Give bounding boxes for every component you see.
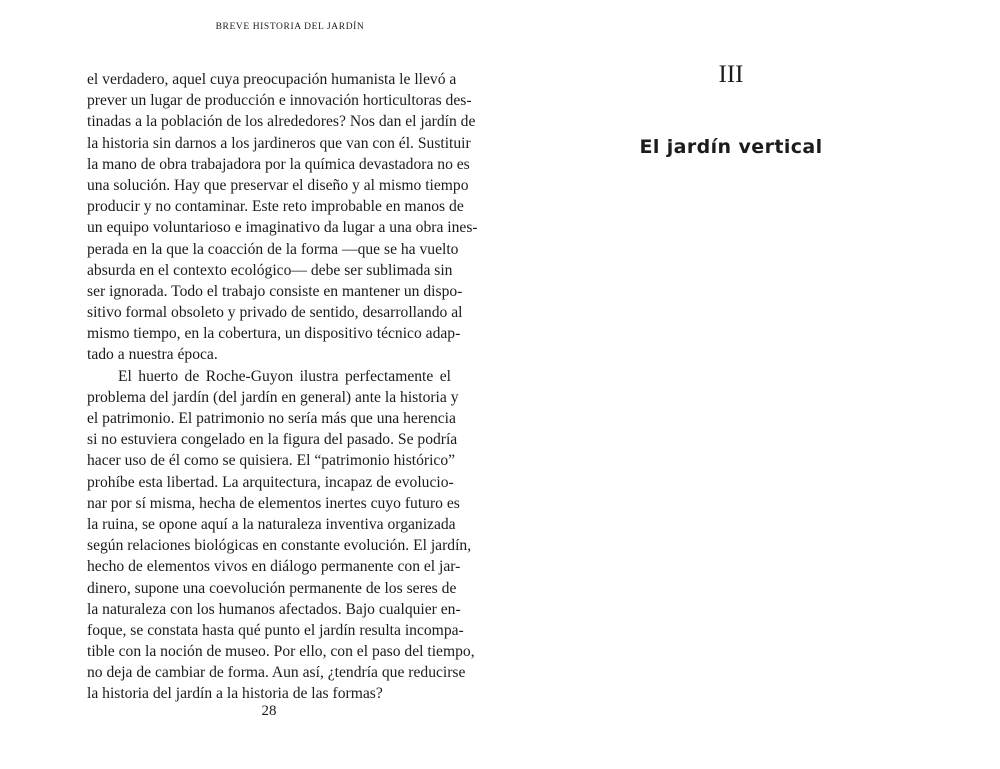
text-line: hacer uso de él como se quisiera. El “patrimonio histórico” — [87, 452, 456, 470]
text-line: problema del jardín (del jardín en general) ante la historia y — [87, 388, 459, 406]
text-line: prever un lugar de producción e innovación horticultoras des- — [87, 92, 472, 110]
text-line: mismo tiempo, en la cobertura, un dispositivo técnico adap- — [87, 325, 461, 343]
text-line: la ruina, se opone aquí a la naturaleza inventiva organizada — [87, 515, 456, 533]
text-line: tible con la noción de museo. Por ello, con el paso del tiempo, — [87, 643, 475, 661]
body-text — [87, 69, 478, 705]
text-line: tinadas a la población de los alrededores? Nos dan el jardín de — [87, 113, 476, 131]
page-number: 28 — [261, 703, 277, 719]
text-line: sitivo formal obsoleto y privado de sentido, desarrollando al — [87, 304, 463, 322]
chapter-number: III — [718, 61, 744, 88]
text-line: un equipo voluntarioso e imaginativo da lugar a una obra ines- — [87, 219, 478, 237]
text-line: según relaciones biológicas en constante evolución. El jardín, — [87, 537, 472, 555]
text-line: tado a nuestra época. — [87, 346, 218, 364]
text-line: hecho de elementos vivos en diálogo permanente con el jar- — [87, 558, 461, 576]
text-line: prohíbe esta libertad. La arquitectura, incapaz de evolucio- — [87, 473, 454, 491]
text-line: perada en la que la coacción de la forma —que se ha vuelto — [87, 240, 459, 258]
running-head: BREVE HISTORIA DEL JARDÍN — [215, 22, 365, 32]
text-line: la mano de obra trabajadora por la química devastadora no es — [87, 155, 470, 173]
text-line: el patrimonio. El patrimonio no sería más que una herencia — [87, 410, 456, 427]
text-line: El huerto de Roche-Guyon ilustra perfectamente el — [118, 367, 451, 385]
text-line: el verdadero, aquel cuya preocupación humanista le llevó a — [87, 71, 457, 88]
text-line: nar por sí misma, hecha de elementos inertes cuyo futuro es — [87, 494, 460, 512]
text-line: absurda en el contexto ecológico— debe ser sublimada sin — [87, 261, 453, 279]
text-line: foque, se constata hasta qué punto el jardín resulta incompa- — [87, 621, 464, 639]
text-line: ser ignorada. Todo el trabajo consiste en mantener un dispo- — [87, 282, 463, 300]
text-line: producir y no contaminar. Este reto improbable en manos de — [87, 198, 464, 216]
chapter-title: El jardín vertical — [639, 136, 823, 158]
right-page — [500, 0, 1000, 769]
text-line: la historia sin darnos a los jardineros que van con él. Sustituir — [87, 134, 471, 152]
text-line: la naturaleza con los humanos afectados. Bajo cualquier en- — [87, 600, 461, 618]
text-line: dinero, supone una coevolución permanente de los seres de — [87, 579, 457, 597]
text-line: si no estuviera congelado en la figura del pasado. Se podría — [87, 431, 458, 449]
text-line: una solución. Hay que preservar el diseño y al mismo tiempo — [87, 176, 469, 194]
text-line: no deja de cambiar de forma. Aun así, ¿tendría que reducirse — [87, 664, 466, 682]
text-line: la historia del jardín a la historia de las formas? — [87, 685, 383, 703]
